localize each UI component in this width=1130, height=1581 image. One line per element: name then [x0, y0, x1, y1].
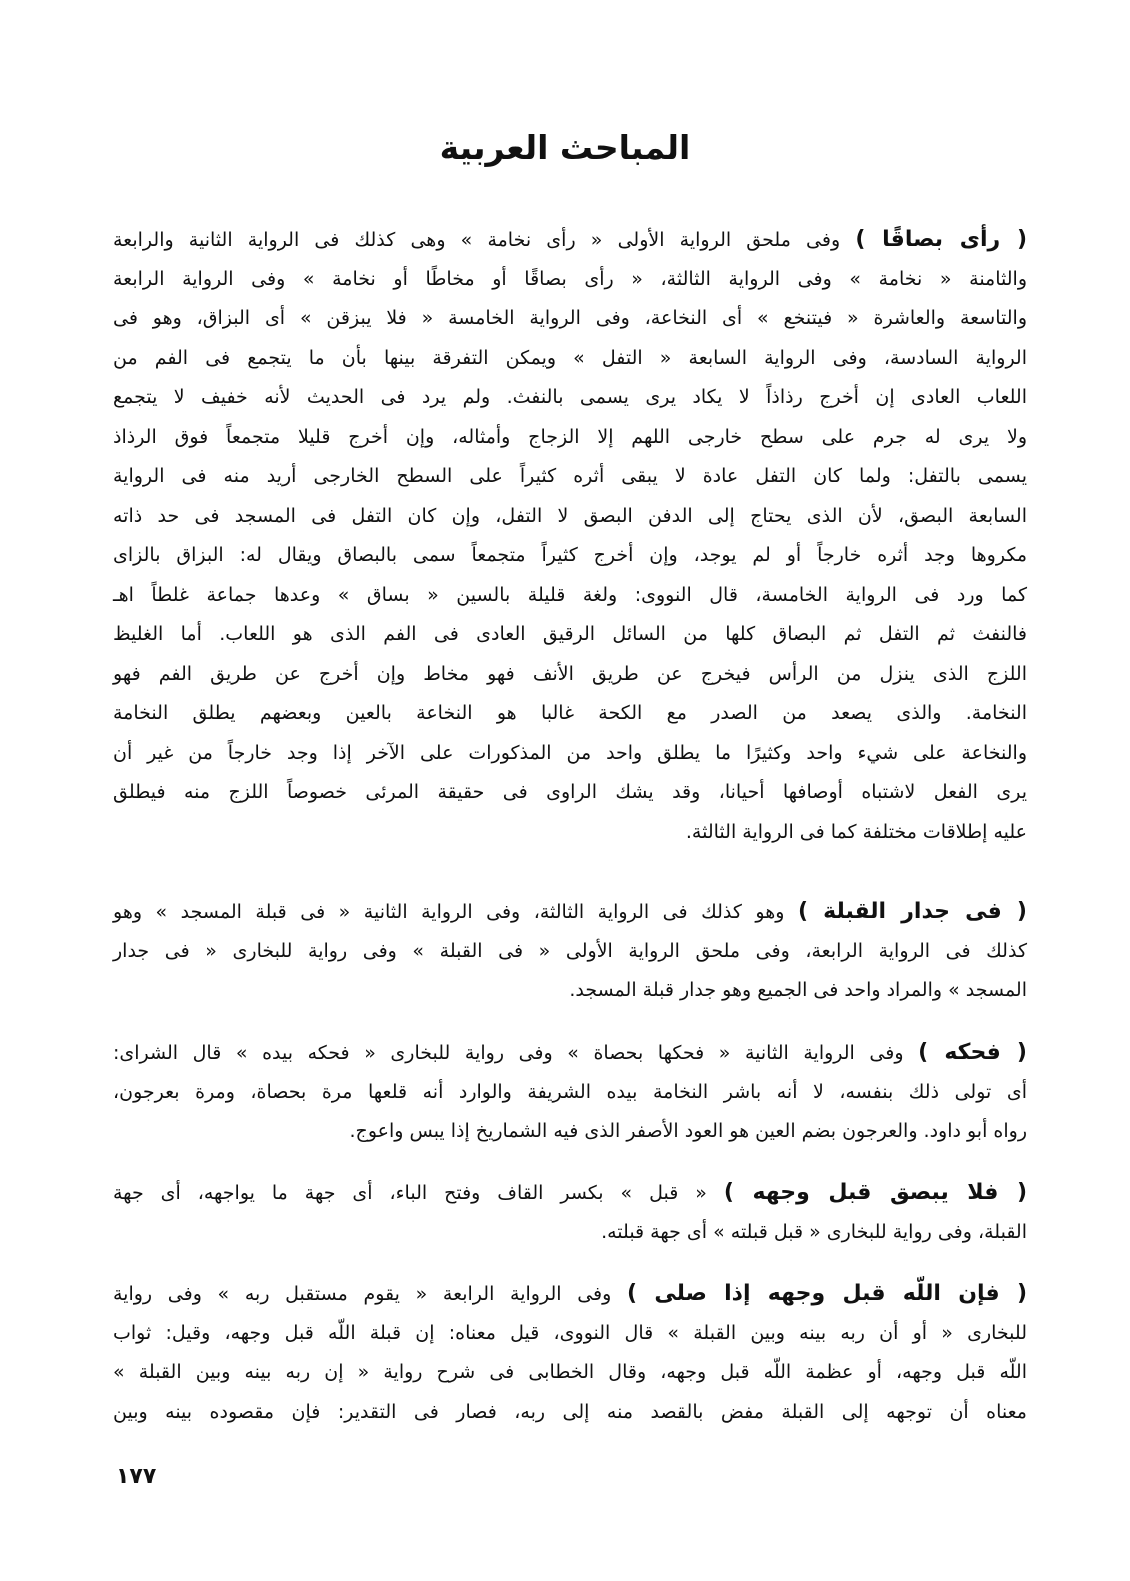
- line-text: المسجد » والمراد واحد فى الجميع وهو جدار قبلة المسجد.: [569, 979, 1027, 1001]
- text-line: [113, 971, 1027, 1011]
- line-text: السابعة البصق، لأن الذى يحتاج إلى الدفن البصق لا التفل، وإن كان التفل فى المسجد فى حد ذاته: [113, 504, 1027, 527]
- text-line: [113, 378, 1027, 418]
- line-text: اللعاب العادى إن أخرج رذاذاً لا يكاد يرى يسمى بالنفث. ولم يرد فى الحديث لأنه خفيف لا يتجمع: [113, 386, 1027, 408]
- line-text: كما ورد فى الرواية الخامسة، قال النووى: ولغة قليلة بالسين « بساق » وعدها جماعة غلطاً اهـ: [113, 583, 1027, 606]
- line-text: والتاسعة والعاشرة « فيتنخع » أى النخاعة، وفى الرواية الخامسة « فلا يبزقن » أى البزاق، وهو فى: [113, 307, 1027, 329]
- line-text: رواه أبو داود. والعرجون بضم العين هو العود الأصفر الذى فيه الشماريخ إذا يبس واعوج.: [349, 1120, 1027, 1142]
- text-line: [113, 694, 1027, 734]
- line-text: وفى ملحق الرواية الأولى « رأى نخامة » وهى كذلك فى الرواية الثانية والرابعة: [113, 229, 841, 251]
- text-line: [113, 1033, 1027, 1073]
- line-text: اللّه قبل وجهه، أو عظمة اللّه قبل وجهه، وقال الخطابى فى شرح رواية « إن ربه بينه وبين القبلة »: [113, 1361, 1027, 1383]
- line-text: القبلة، وفى رواية للبخارى « قبل قبلته » أى جهة قبلته.: [601, 1220, 1027, 1243]
- page-number: ١٧٧: [116, 1464, 157, 1489]
- text-line: [113, 536, 1027, 576]
- text-line: [113, 734, 1027, 774]
- line-text: ولا يرى له جرم على سطح خارجى اللهم إلا الزجاج وأمثاله، وإن أخرج قليلا متجمعاً فوق الرذاذ: [113, 425, 1027, 448]
- text-line: [113, 932, 1027, 972]
- text-line: [113, 892, 1027, 932]
- paragraph: [113, 220, 1027, 852]
- line-text: وهو كذلك فى الرواية الثالثة، وفى الرواية الثانية « فى قبلة المسجد » وهو: [113, 901, 785, 923]
- text-line: [113, 773, 1027, 813]
- paragraph: [113, 892, 1027, 1011]
- paragraph-heading: ( فى جدار القبلة ): [797, 899, 1027, 924]
- paragraph: [113, 1173, 1027, 1252]
- line-text: « قبل » بكسر القاف وفتح الباء، أى جهة ما يواجهه، أى جهة: [113, 1182, 707, 1204]
- paragraph-heading: ( فحكه ): [918, 1040, 1027, 1065]
- line-text: والثامنة « نخامة » وفى الرواية الثالثة، « رأى بصاقًا أو مخاطًا أو نخامة » وفى الرواية الرابعة: [113, 267, 1027, 290]
- text-line: [113, 1314, 1027, 1354]
- line-text: والنخاعة على شيء واحد وكثيرًا ما يطلق واحد من المذكورات على الآخر إذا وجد خارجاً من غير أن: [113, 741, 1027, 764]
- text-line: [113, 1393, 1027, 1433]
- line-text: للبخارى « أو أن ربه بينه وبين القبلة » قال النووى، قيل معناه: إن قبلة اللّه قبل وجهه، وقيل: ثواب: [113, 1321, 1027, 1344]
- line-text: مكروها وجد أثره خارجاً أو لم يوجد، وإن أخرج كثيراً متجمعاً سمى بالبصاق ويقال له: البزاق بالزاى: [113, 544, 1027, 566]
- paragraph: [113, 1274, 1027, 1432]
- text-line: [113, 813, 1027, 853]
- text-line: [113, 1353, 1027, 1393]
- line-text: يسمى بالتفل: ولما كان التفل عادة لا يبقى أثره كثيراً على السطح الخارجى أريد منه فى الرواية: [113, 465, 1027, 487]
- line-text: يرى الفعل لاشتباه أوصافها أحيانا، وقد يشك الراوى فى حقيقة المرئى خصوصاً اللزج منه فيطلق: [113, 781, 1027, 803]
- text-line: [113, 260, 1027, 300]
- text-line: [113, 655, 1027, 695]
- text-line: [113, 576, 1027, 616]
- text-line: [113, 1073, 1027, 1113]
- paragraph-heading: ( فإن اللّه قبل وجهه إذا صلى ): [626, 1281, 1028, 1306]
- text-line: [113, 339, 1027, 379]
- text-line: [113, 220, 1027, 260]
- line-text: معناه أن توجهه إلى القبلة مفض بالقصد منه إلى ربه، فصار فى التقدير: فإن مقصوده بينه وبين: [113, 1400, 1027, 1423]
- page-title: المباحث العربية: [439, 128, 691, 167]
- line-text: عليه إطلاقات مختلفة كما فى الرواية الثالثة.: [685, 820, 1027, 843]
- line-text: النخامة. والذى يصعد من الصدر مع الكحة غالبا هو النخاعة بالعين وبعضهم يطلق النخامة: [113, 702, 1027, 724]
- text-line: [113, 1274, 1027, 1314]
- line-text: وفى الرواية الرابعة « يقوم مستقبل ربه » وفى رواية: [113, 1283, 612, 1305]
- text-line: [113, 497, 1027, 537]
- paragraph-heading: ( رأى بصاقًا ): [855, 227, 1027, 252]
- text-line: [113, 457, 1027, 497]
- line-text: فالنفث ثم التفل ثم البصاق كلها من السائل الرقيق العادى فى الفم الذى هو اللعاب. أما الغليظ: [113, 623, 1027, 645]
- text-line: [113, 1213, 1027, 1253]
- line-text: أى تولى ذلك بنفسه، لا أنه باشر النخامة بيده الشريفة والوارد أنه قلعها مرة بحصاة، ومرة بعرجون،: [113, 1080, 1027, 1103]
- text-line: [113, 1112, 1027, 1152]
- line-text: وفى الرواية الثانية « فحكها بحصاة » وفى رواية للبخارى « فحكه بيده » قال الشراى:: [113, 1042, 904, 1064]
- line-text: كذلك فى الرواية الرابعة، وفى ملحق الرواية الأولى « فى القبلة » وفى رواية للبخارى « فى جدار: [113, 939, 1027, 962]
- text-line: [113, 418, 1027, 458]
- line-text: الرواية السادسة، وفى الرواية السابعة « التفل » ويمكن التفرقة بينها بأن ما يتجمع فى الفم من: [113, 346, 1027, 369]
- text-line: [113, 299, 1027, 339]
- paragraph-heading: ( فلا يبصق قبل وجهه ): [723, 1180, 1028, 1205]
- text-line: [113, 1173, 1027, 1213]
- text-line: [113, 615, 1027, 655]
- line-text: اللزج الذى ينزل من الرأس فيخرج عن طريق الأنف فهو مخاط وإن أخرج عن طريق الفم فهو: [113, 662, 1027, 685]
- paragraph: [113, 1033, 1027, 1152]
